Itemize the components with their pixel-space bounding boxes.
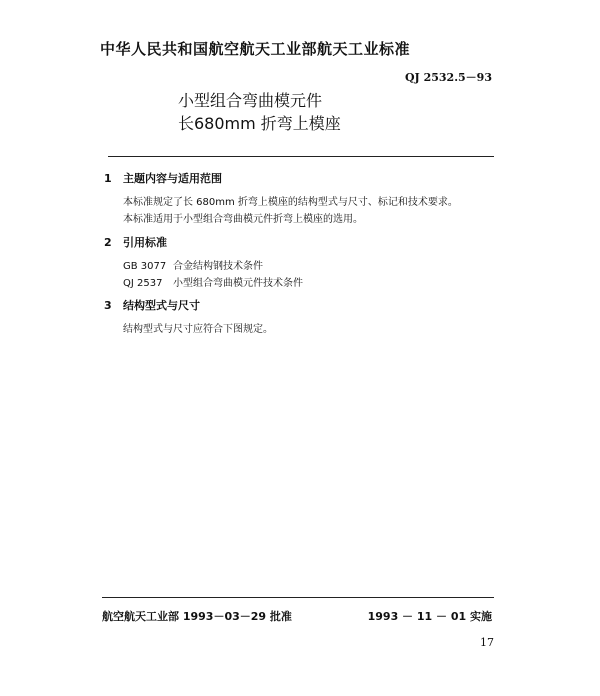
reference-item — [123, 274, 303, 289]
section-1-paragraph-1: 本标准规定了长 680mm 折弯上模座的结构型式与尺寸、标记和技术要求。 — [123, 197, 458, 208]
section-2-heading — [104, 234, 167, 250]
issuing-organization: 中华人民共和国航空航天工业部航天工业标准 — [100, 40, 411, 58]
section-title: 结构型式与尺寸 — [123, 299, 200, 312]
reference-title: 合金结构钢技术条件 — [173, 261, 263, 272]
reference-title: 小型组合弯曲模元件技术条件 — [173, 278, 303, 289]
section-1-heading — [104, 170, 222, 186]
section-number: 3 — [104, 299, 112, 312]
document-title-line-1: 小型组合弯曲模元件 — [178, 91, 323, 110]
section-number: 1 — [104, 172, 112, 185]
footer-divider — [102, 597, 494, 598]
header-divider — [108, 156, 494, 157]
document-title-line-2: 长680mm 折弯上模座 — [178, 114, 341, 133]
section-number: 2 — [104, 236, 112, 249]
approval-line: 航空航天工业部 1993－03－29 批准 — [102, 610, 292, 623]
section-title: 引用标准 — [123, 236, 167, 249]
section-title: 主题内容与适用范围 — [123, 172, 222, 185]
standard-number: QJ 2532.5－93 — [404, 71, 492, 84]
section-1-paragraph-2: 本标准适用于小型组合弯曲模元件折弯上模座的选用。 — [123, 214, 363, 225]
reference-item — [123, 257, 263, 272]
implementation-date: 1993 － 11 － 01 实施 — [367, 610, 492, 623]
page-number: 17 — [480, 636, 494, 649]
section-3-heading — [104, 297, 200, 313]
reference-code: QJ 2537 — [123, 278, 163, 289]
reference-code: GB 3077 — [123, 261, 167, 272]
section-3-paragraph-1: 结构型式与尺寸应符合下图规定。 — [123, 324, 273, 335]
